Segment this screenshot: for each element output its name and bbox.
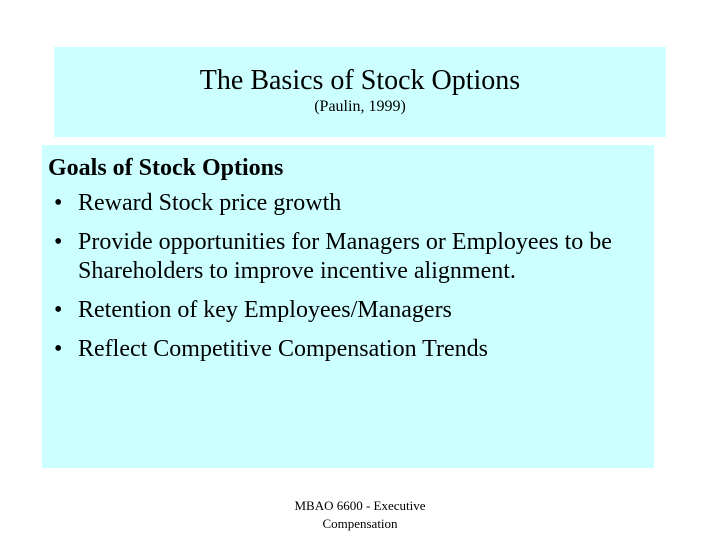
bullet-icon: •: [54, 229, 63, 255]
bullet-item: [48, 296, 640, 325]
bullet-item: [48, 189, 640, 218]
footer-line-2: Compensation: [322, 516, 398, 531]
bullet-list: [48, 189, 640, 364]
slide-subtitle: (Paulin, 1999): [314, 98, 406, 115]
bullet-text: Reward Stock price growth: [78, 190, 342, 216]
bullet-text: Retention of key Employees/Managers: [78, 297, 452, 323]
slide-footer: [260, 497, 460, 533]
title-box: [54, 47, 666, 137]
footer-line-1: MBAO 6600 - Executive: [294, 498, 426, 513]
bullet-text: Provide opportunities for Managers or Employees to be Shareholders to improve incentive alignment.: [78, 229, 612, 284]
bullet-icon: •: [54, 297, 63, 323]
bullet-item: [48, 335, 640, 364]
bullet-text: Reflect Competitive Compensation Trends: [78, 336, 488, 362]
bullet-item: [48, 228, 640, 286]
bullet-icon: •: [54, 336, 63, 362]
bullet-icon: •: [54, 190, 63, 216]
slide-title: The Basics of Stock Options: [199, 65, 521, 96]
content-box: [42, 145, 654, 468]
content-heading: Goals of Stock Options: [48, 155, 284, 181]
